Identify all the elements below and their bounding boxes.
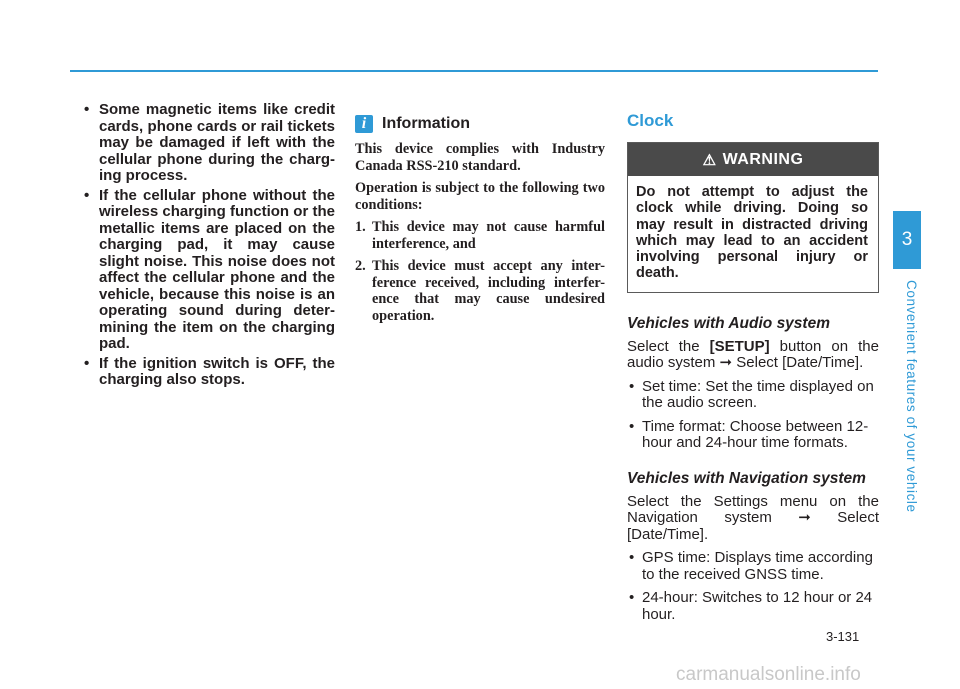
list-item: • Some magnetic items like credit cards, phone cards or rail tickets may be damaged if left with the cellular phone during the charg-ing process. bbox=[80, 102, 335, 185]
warning-label: WARNING bbox=[722, 150, 804, 168]
page-number: 3-131 bbox=[826, 629, 860, 644]
bullet-list bbox=[80, 102, 335, 389]
top-rule bbox=[70, 70, 878, 72]
list-item: • 24-hour: Switches to 12 hour or 24 hour. bbox=[627, 590, 879, 623]
list-item: • If the ignition switch is OFF, the charging also stops. bbox=[80, 356, 335, 389]
setup-button-label: [SETUP] bbox=[709, 337, 770, 355]
list-item: • If the cellular phone without the wireless charging function or the metallic items are placed on the charging pad, it may cause slight noise. This noise does not affect the cellular phone and the vehicle, because this noise is an operating sound during deter-mining the item on the charging pad. bbox=[80, 188, 335, 353]
item-number: 2. bbox=[355, 258, 366, 274]
intro-prefix: Select the bbox=[627, 337, 710, 355]
warning-triangle-icon: ⚠ bbox=[702, 151, 717, 169]
subsection-heading: Vehicles with Audio system bbox=[627, 314, 830, 332]
chapter-tab: 3 bbox=[893, 211, 921, 269]
information-paragraph: Operation is subject to the following two conditions: bbox=[355, 180, 605, 213]
column-middle bbox=[355, 102, 605, 330]
list-item: • Time format: Choose between 12-hour and 24-hour time formats. bbox=[627, 419, 879, 452]
item-number: 1. bbox=[355, 219, 366, 235]
warning-bar bbox=[628, 143, 878, 176]
list-item: • GPS time: Displays time according to the received GNSS time. bbox=[627, 550, 879, 583]
column-right bbox=[627, 102, 879, 630]
watermark: carmanualsonline.info bbox=[676, 664, 861, 685]
information-title: Information bbox=[382, 115, 470, 132]
information-paragraph: This device complies with Industry Canada RSS-210 standard. bbox=[355, 141, 605, 174]
info-icon: i bbox=[355, 115, 373, 133]
subsection-heading: Vehicles with Navigation system bbox=[627, 469, 866, 487]
chapter-label: Convenient features of your vehicle bbox=[904, 280, 919, 513]
column-left bbox=[80, 102, 335, 392]
information-header bbox=[355, 114, 605, 134]
bullet-list bbox=[627, 379, 879, 452]
bullet-list bbox=[627, 550, 879, 623]
item-text: This device may not cause harmful interference, and bbox=[372, 219, 605, 252]
list-item bbox=[355, 258, 605, 324]
intro-suffix: button on the audio system ➞ Select [Date/Time]. bbox=[627, 337, 879, 372]
section-title: Clock bbox=[627, 111, 674, 130]
warning-text: Do not attempt to adjust the clock while driving. Doing so may result in distracted driving which may lead to an accident involving personal injury or death. bbox=[636, 184, 868, 282]
warning-box bbox=[627, 142, 879, 293]
list-item bbox=[355, 219, 605, 252]
information-body bbox=[355, 141, 605, 324]
numbered-list bbox=[355, 219, 605, 324]
paragraph bbox=[627, 339, 879, 372]
paragraph: Select the Settings menu on the Navigation system ➞ Select [Date/Time]. bbox=[627, 492, 879, 543]
item-text: This device must accept any inter-ference received, including interfer-ence that may cause undesired operation. bbox=[372, 258, 605, 324]
list-item: • Set time: Set the time displayed on the audio screen. bbox=[627, 379, 879, 412]
